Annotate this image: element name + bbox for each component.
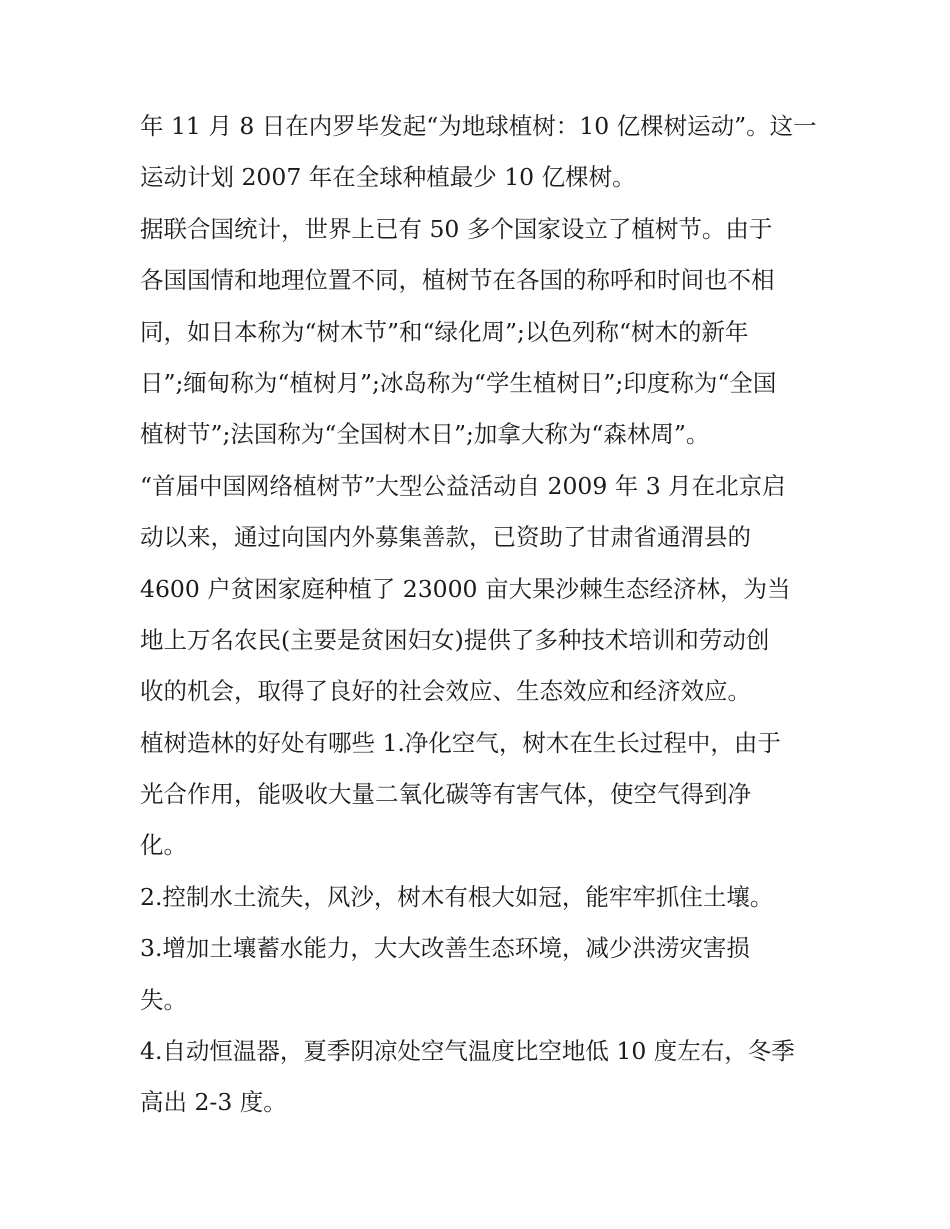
text-line: 收的机会，取得了良好的社会效应、生态效应和经济效应。: [140, 677, 751, 706]
text-line: 高出 2-3 度。: [140, 1088, 287, 1117]
text-line: 动以来，通过向国内外募集善款，已资助了甘肃省通渭县的: [140, 523, 751, 552]
text-line: 日”;缅甸称为“植树月”;冰岛称为“学生植树日”;印度称为“全国: [140, 368, 777, 397]
text-line: 同，如日本称为“树木节”和“绿化周”;以色列称“树木的新年: [140, 317, 749, 346]
text-line: 各国国情和地理位置不同，植树节在各国的称呼和时间也不相: [140, 266, 775, 295]
text-line: 化。: [140, 831, 187, 860]
text-line: 地上万名农民(主要是贫困妇女)提供了多种技术培训和劳动创: [140, 625, 770, 654]
text-line: 光合作用，能吸收大量二氧化碳等有害气体，使空气得到净: [140, 780, 751, 809]
text-line: “首届中国网络植树节”大型公益活动自 2009 年 3 月在北京启: [140, 471, 786, 500]
text-line: 据联合国统计，世界上已有 50 多个国家设立了植树节。由于: [140, 214, 773, 243]
text-line: 植树节”;法国称为“全国树木日”;加拿大称为“森林周”。: [140, 420, 710, 449]
text-line: 2.控制水土流失，风沙，树木有根大如冠，能牢牢抓住土壤。: [140, 882, 774, 911]
text-line: 运动计划 2007 年在全球种植最少 10 亿棵树。: [140, 163, 636, 192]
text-line: 4.自动恒温器，夏季阴凉处空气温度比空地低 10 度左右，冬季: [140, 1037, 795, 1066]
text-line: 3.增加土壤蓄水能力，大大改善生态环境，减少洪涝灾害损: [140, 934, 750, 963]
text-line: 年 11 月 8 日在内罗毕发起“为地球植树：10 亿棵树运动”。这一: [140, 112, 817, 140]
text-line: 失。: [140, 985, 187, 1014]
text-line: 植树造林的好处有哪些 1.净化空气，树木在生长过程中，由于: [140, 728, 781, 757]
text-line: 4600 户贫困家庭种植了 23000 亩大果沙棘生态经济林，为当: [140, 574, 791, 603]
document-body: [140, 101, 820, 1129]
